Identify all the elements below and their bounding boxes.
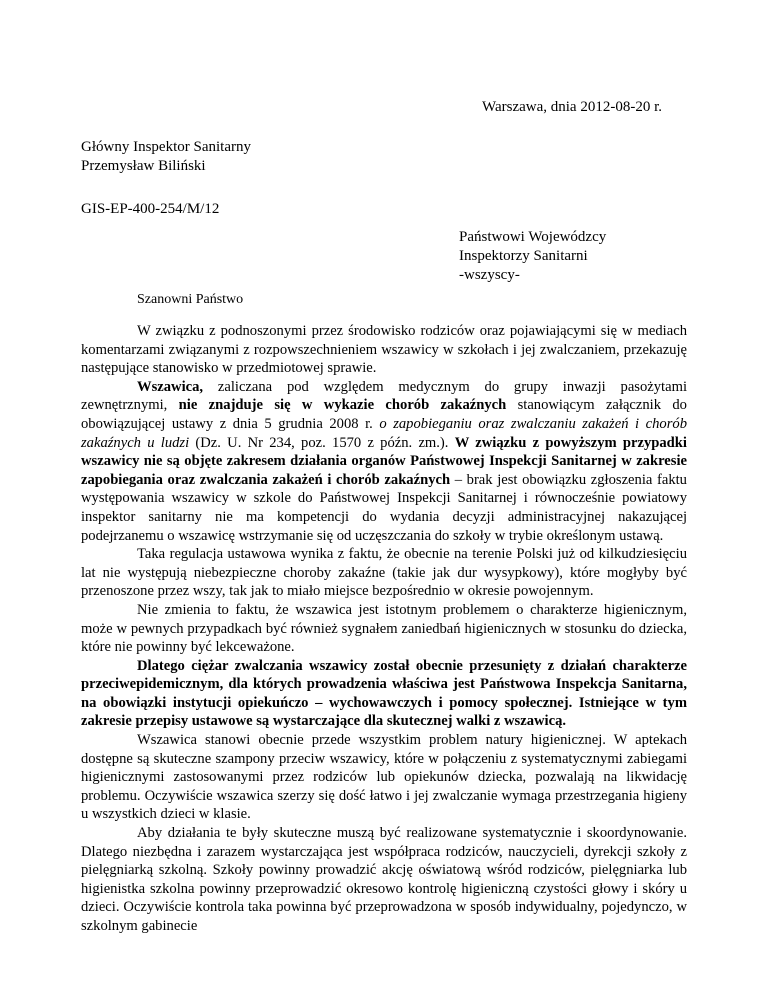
recipient-block <box>459 228 606 285</box>
recipient-line-3: -wszyscy- <box>459 267 520 283</box>
paragraph-5 <box>81 657 687 731</box>
sender-title: Główny Inspektor Sanitarny <box>81 139 251 155</box>
p5-bold-text: Dlatego ciężar zwalczania wszawicy został obecnie przesunięty z działań charakterze przeciwepidemicznym, dla których prowadzenia właściwa jest Państwowa Inspekcja Sanitarna, na obowiązki instytucji opiekuńczo – wychowawczych i pomocy społecznej. Istniejące w tym zakresie przepisy ustawowe są wystarczające dla skutecznej walki z wszawicą. <box>81 657 687 730</box>
p2-bold-statement: nie znajduje się w wykazie chorób zakaźnych <box>178 397 507 414</box>
p2-text-b: stanowiącym załącznik do obowiązującej ustawy z dnia 5 grudnia 2008 r. <box>81 397 687 432</box>
p2-text-d: – brak jest obowiązku zgłoszenia faktu występowania wszawicy w szkole do Państwowej Inspekcji Sanitarnej i równocześnie powiatowy inspektor sanitarny nie ma kompetencji do wydania decyzji administracyjnej nakazującej podejrzanemu o wszawicę wstrzymanie się od uczęszczania do szkoły w trybie określonym ustawą. <box>81 471 687 544</box>
greeting: Szanowni Państwo <box>137 292 244 307</box>
sender-block <box>81 138 251 176</box>
paragraph-1: W związku z podnoszonymi przez środowisko rodziców oraz pojawiającymi się w mediach komentarzami związanymi z rozpowszechnieniem wszawicy w szkołach i jej zwalczaniem, przekazuję następujące stanowisko w przedmiotowej sprawie. <box>81 323 687 377</box>
p2-text-a: zaliczana pod względem medycznym do grupy inwazji pasożytami zewnętrznymi, <box>81 378 687 414</box>
p2-text-c: (Dz. U. Nr 234, poz. 1570 z późn. zm.). <box>189 434 455 451</box>
paragraph-2 <box>81 378 687 545</box>
reference-number: GIS-EP-400-254/M/12 <box>81 201 220 217</box>
p2-act-title: o zapobieganiu oraz zwalczaniu zakażeń i chorób zakaźnych u ludzi <box>81 415 687 451</box>
letter-body <box>81 322 687 936</box>
p2-bold-term: Wszawica, <box>137 378 204 395</box>
recipient-line-2: Inspektorzy Sanitarni <box>459 248 588 264</box>
date-line: Warszawa, dnia 2012-08-20 r. <box>482 99 662 115</box>
p2-bold-conclusion: W związku z powyższym przypadki wszawicy nie są objęte zakresem działania organów Państwowej Inspekcji Sanitarnej w zakresie zapobiegania oraz zwalczania zakażeń i chorób zakaźnych <box>81 434 687 488</box>
paragraph-7: Aby działania te były skuteczne muszą być realizowane systematycznie i skoordynowanie. Dlatego niezbędna i zarazem wystarczająca jest współpraca rodziców, nauczycieli, dyrekcji szkoły z pielęgniarką szkolną. Szkoły powinny prowadzić akcję oświatową wśród rodziców, pielęgniarka lub higienistka szkolna powinny przeprowadzić okresowo kontrolę higieniczną czystości głowy i skóry u dzieci. Oczywiście kontrola taka powinna być przeprowadzona w sposób indywidualny, pojedynczo, w szkolnym gabinecie <box>81 825 687 934</box>
paragraph-4: Nie zmienia to faktu, że wszawica jest istotnym problemem o charakterze higienicznym, może w pewnych przypadkach być również sygnałem zaniedbań higienicznych w stosunku do dziecka, które nie powinny być lekceważone. <box>81 601 687 656</box>
recipient-line-1: Państwowi Wojewódzcy <box>459 229 607 245</box>
paragraph-3: Taka regulacja ustawowa wynika z faktu, że obecnie na terenie Polski już od kilkudziesięciu lat nie występują niebezpieczne choroby zakaźne (takie jak dur wysypkowy), które mogłyby być przenoszone przez wszy, tak jak to miało miejsce bezpośrednio w okresie powojennym. <box>81 546 687 600</box>
sender-name: Przemysław Biliński <box>81 158 206 174</box>
paragraph-6: Wszawica stanowi obecnie przede wszystkim problem natury higienicznej. W aptekach dostępne są skuteczne szampony przeciw wszawicy, które w połączeniu z systematycznymi zabiegami higienicznymi zastosowanymi przez rodziców lub opiekunów dziecka, pozwalają na likwidację problemu. Oczywiście wszawica szerzy się dość łatwo i jej zwalczanie wymaga przestrzegania higieny u wszystkich dzieci w klasie. <box>81 732 687 823</box>
